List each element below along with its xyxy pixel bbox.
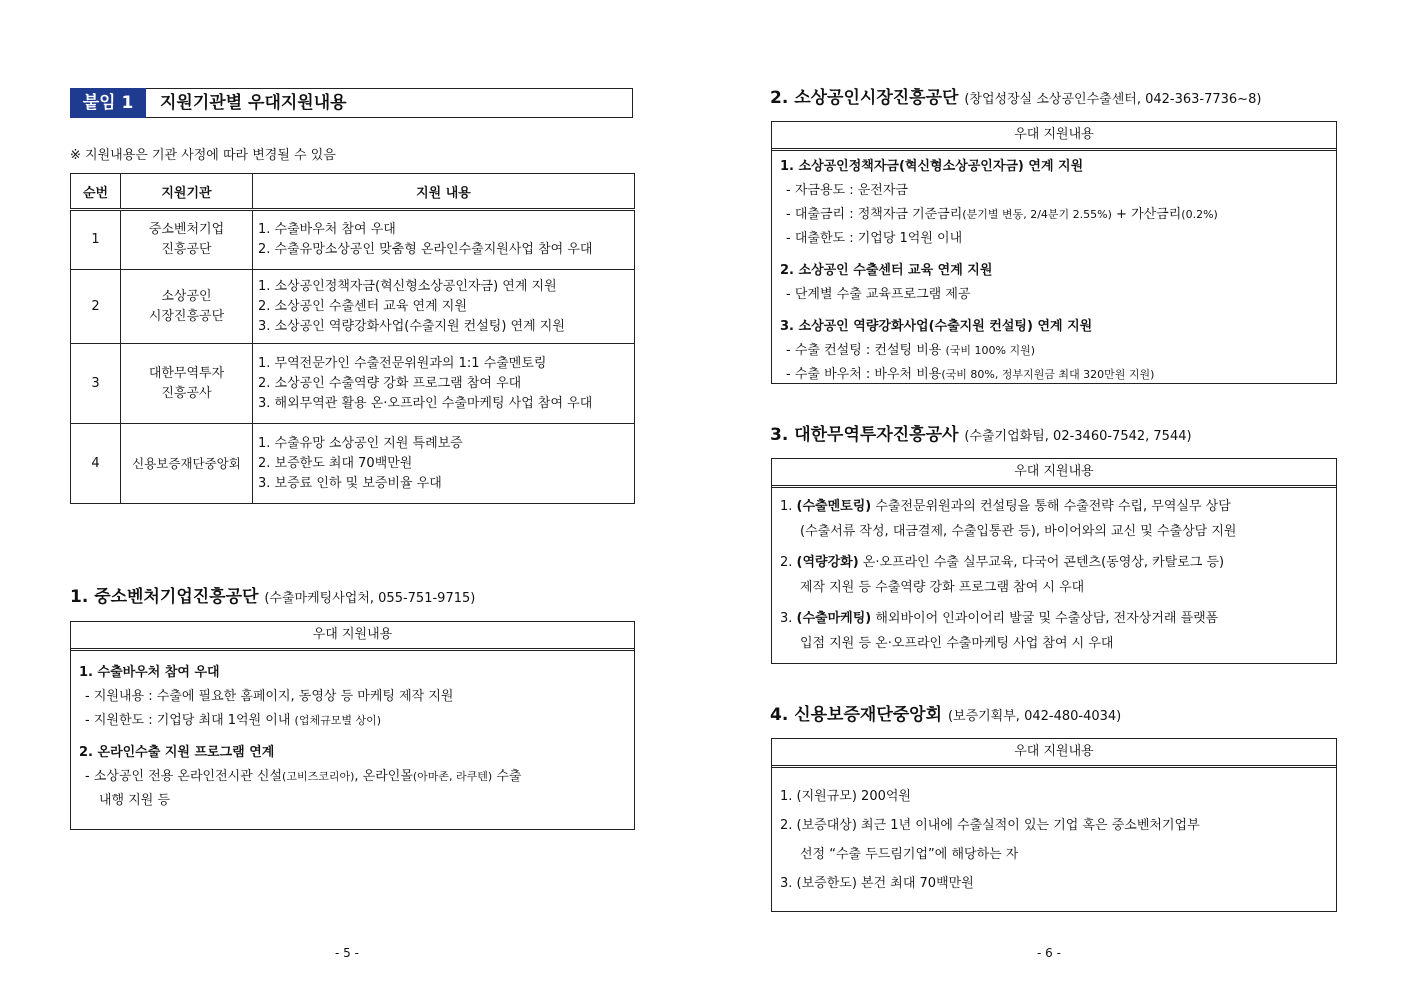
- item-text: 3. 보증료 인하 및 보증비율 우대: [258, 475, 442, 491]
- section4-title-text: 4. 신용보증재단중앙회: [770, 705, 943, 725]
- section3-title: [770, 420, 1192, 445]
- header-org: 지원기관: [121, 174, 253, 210]
- section1-title-text: 1. 중소벤처기업진흥공단: [70, 587, 259, 607]
- item-text: 2. 보증한도 최대 70백만원: [258, 455, 413, 471]
- row-no: 3: [71, 344, 121, 424]
- box-body: [772, 494, 1336, 660]
- paragraph: 1. (수출멘토링) 수출전문위원과의 컨설팅을 통해 수출전략 수립, 무역실무 상담 (수출서류 작성, 대금결제, 수출입통관 등), 바이어와의 교신 및 수출상담 지원: [780, 499, 1237, 539]
- item-text: 3. 해외무역관 활용 온·오프라인 수출마케팅 사업 참여 우대: [258, 395, 593, 411]
- sub-item: - 대출금리 : 정책자금 기준금리(분기별 변동, 2/4분기 2.55%) + 가산금리(0.2%): [786, 207, 1218, 222]
- sub-item: - 소상공인 전용 온라인전시관 신설(고비즈코리아), 온라인몰(아마존, 라쿠텐) 수출: [85, 769, 522, 784]
- sub-item: - 대출한도 : 기업당 1억원 이내: [786, 231, 963, 246]
- row-items: [253, 424, 635, 504]
- section1-contact: (수출마케팅사업처, 055-751-9715): [264, 591, 476, 606]
- box-header: 우대 지원내용: [71, 622, 634, 651]
- group-title: 2. 온라인수출 지원 프로그램 연계: [79, 745, 275, 760]
- group-title: 1. 수출바우처 참여 우대: [79, 665, 220, 680]
- org-line: 진흥공사: [161, 385, 212, 401]
- section2-contact: (창업성장실 소상공인수출센터, 042-363-7736~8): [964, 92, 1262, 107]
- numbered-item: 3. (보증한도) 본건 최대 70백만원: [780, 876, 974, 891]
- note-text: ※ 지원내용은 기관 사정에 따라 변경될 수 있음: [70, 148, 336, 163]
- sub-item: - 자금용도 : 운전자금: [786, 183, 908, 198]
- box-header: 우대 지원내용: [772, 459, 1336, 488]
- paragraph: 3. (수출마케팅) 해외바이어 인과이어리 발굴 및 수출상담, 전자상거래 플랫폼 입점 지원 등 온·오프라인 수출마케팅 사업 참여 시 우대: [780, 611, 1219, 651]
- sub-item: - 수출 바우처 : 바우처 비용(국비 80%, 정부지원금 최대 320만원 지원): [786, 367, 1155, 382]
- table-row: [71, 270, 635, 344]
- box-body: [71, 651, 634, 817]
- header-no: 순번: [71, 174, 121, 210]
- org-line: 소상공인: [161, 288, 212, 304]
- row-items: [253, 344, 635, 424]
- item-text: 1. 수출유망 소상공인 지원 특례보증: [258, 435, 463, 451]
- row-org: [121, 270, 253, 344]
- row-org: [121, 344, 253, 424]
- section4-contact: (보증기획부, 042-480-4034): [947, 709, 1122, 724]
- item-text: 2. 소상공인 수출역량 강화 프로그램 참여 우대: [258, 375, 522, 391]
- page-number-left: - 5 -: [335, 946, 359, 960]
- row-no: 2: [71, 270, 121, 344]
- group-title: 2. 소상공인 수출센터 교육 연계 지원: [780, 263, 993, 278]
- row-items: [253, 210, 635, 270]
- item-text: 2. 수출유망소상공인 맞춤형 온라인수출지원사업 참여 우대: [258, 242, 593, 257]
- paragraph: 2. (역량강화) 온·오프라인 수출 실무교육, 다국어 콘텐츠(동영상, 카탈로그 등) 제작 지원 등 수출역량 강화 프로그램 참여 시 우대: [780, 555, 1225, 595]
- sub-item: - 지원내용 : 수출에 필요한 홈페이지, 동영상 등 마케팅 제작 지원: [85, 689, 454, 704]
- section3-box: [771, 458, 1337, 664]
- item-text: 3. 소상공인 역량강화사업(수출지원 컨설팅) 연계 지원: [258, 318, 565, 334]
- group-title: 1. 소상공인정책자금(혁신형소상공인자금) 연계 지원: [780, 159, 1084, 174]
- org-line: 대한무역투자: [148, 365, 225, 381]
- attachment-badge: 붙임 1: [70, 88, 146, 118]
- box-header: 우대 지원내용: [772, 739, 1336, 768]
- group-title: 3. 소상공인 역량강화사업(수출지원 컨설팅) 연계 지원: [780, 319, 1093, 334]
- row-org: [121, 210, 253, 270]
- sub-item: - 단계별 수출 교육프로그램 제공: [786, 287, 971, 302]
- section1-box: [70, 621, 635, 830]
- section2-title: [770, 83, 1261, 108]
- sub-item: - 수출 컨설팅 : 컨설팅 비용 (국비 100% 지원): [786, 343, 1035, 358]
- item-text: 1. 소상공인정책자금(혁신형소상공인자금) 연계 지원: [258, 278, 557, 294]
- header-content: 지원 내용: [253, 174, 635, 210]
- page-number-right: - 6 -: [1037, 946, 1061, 960]
- table-row: [71, 210, 635, 270]
- section1-title: [70, 582, 475, 607]
- box-body: [772, 155, 1336, 391]
- section3-title-text: 3. 대한무역투자진흥공사: [770, 425, 959, 445]
- row-org: [121, 424, 253, 504]
- table-row: [71, 424, 635, 504]
- org-line: 진흥공단: [161, 242, 212, 257]
- attachment-title: 지원기관별 우대지원내용: [160, 93, 347, 113]
- numbered-item: 2. (보증대상) 최근 1년 이내에 수출실적이 있는 기업 혹은 중소벤처기업부 선정 “수출 두드림기업”에 해당하는 자: [780, 818, 1200, 862]
- attachment-title-box: [70, 88, 633, 118]
- section4-box: [771, 738, 1337, 912]
- org-line: 신용보증재단중앙회: [132, 455, 241, 471]
- section2-title-text: 2. 소상공인시장진흥공단: [770, 88, 959, 108]
- row-items: [253, 270, 635, 344]
- box-body: [772, 768, 1336, 902]
- row-no: 4: [71, 424, 121, 504]
- table-header-row: [71, 174, 635, 210]
- item-text: 2. 소상공인 수출센터 교육 연계 지원: [258, 298, 467, 314]
- org-line: 시장진흥공단: [148, 308, 225, 324]
- section2-box: [771, 121, 1337, 384]
- item-text: 1. 수출바우처 참여 우대: [258, 222, 396, 237]
- section4-title: [770, 700, 1121, 725]
- box-header: 우대 지원내용: [772, 122, 1336, 151]
- item-text: 1. 무역전문가인 수출전문위원과의 1:1 수출멘토링: [258, 355, 547, 371]
- sub-item: - 지원한도 : 기업당 최대 1억원 이내 (업체규모별 상이): [85, 713, 381, 728]
- sub-item: 내행 지원 등: [99, 793, 171, 808]
- section3-contact: (수출기업화팀, 02-3460-7542, 7544): [964, 429, 1192, 444]
- numbered-item: 1. (지원규모) 200억원: [780, 789, 911, 804]
- row-no: 1: [71, 210, 121, 270]
- support-summary-table: [70, 173, 635, 504]
- org-line: 중소벤처기업: [148, 222, 225, 237]
- table-row: [71, 344, 635, 424]
